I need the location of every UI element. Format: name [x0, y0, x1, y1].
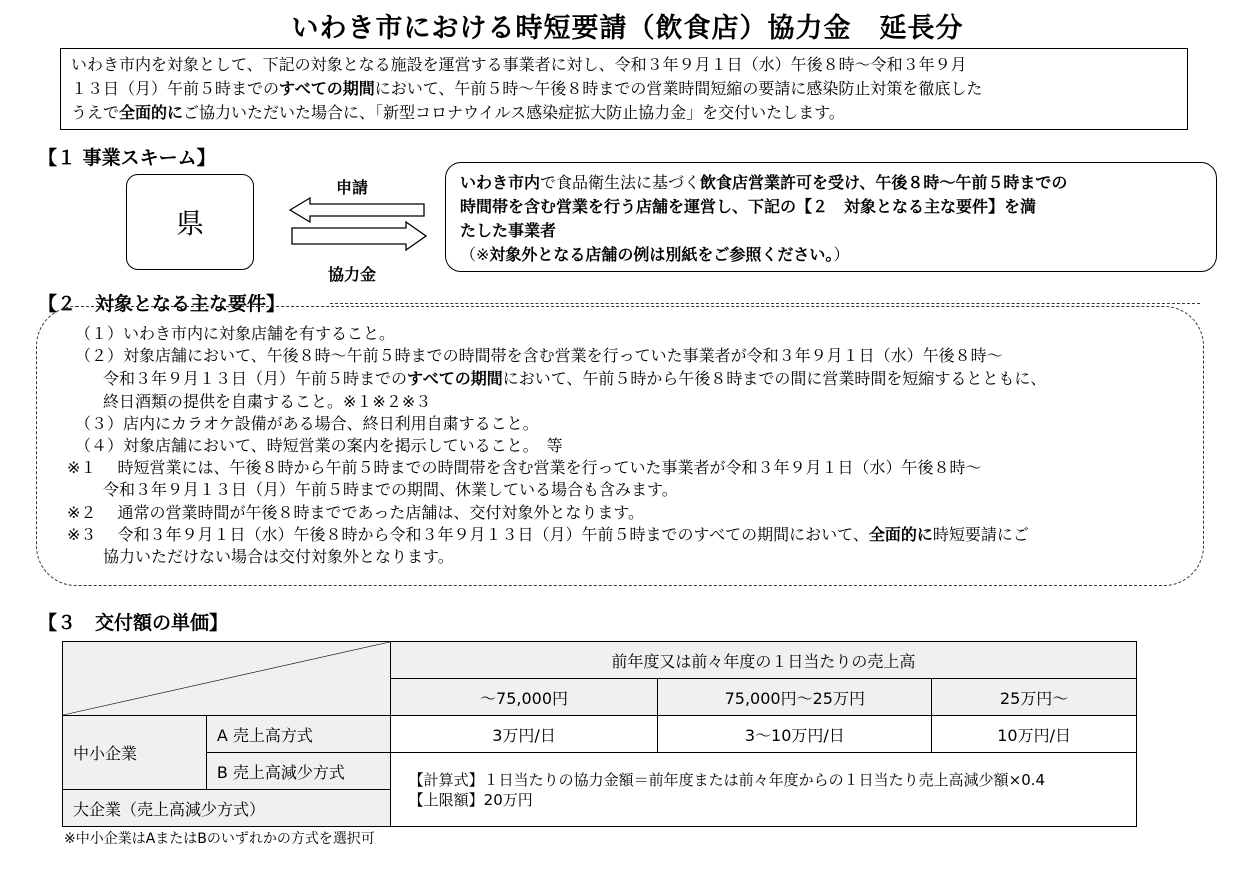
intro-text: において、午前５時～午後８時までの営業時間短縮の要請に感染防止対策を徹底した [374, 79, 983, 98]
sales-header: 前年度又は前々年度の１日当たりの売上高 [390, 642, 1136, 679]
formula-cell [390, 753, 1136, 827]
note-1-cont: 令和３年９月１３日（月）午前５時までの期間、休業している場合も含みます。 [103, 480, 678, 499]
eligible-business-box [445, 162, 1217, 272]
requirement-2-cont: 終日酒類の提供を自粛すること。※１※２※３ [103, 392, 432, 411]
cap-text: 【上限額】20万円 [408, 790, 533, 809]
scheme-text: ） [833, 245, 850, 264]
intro-emphasis: すべての期間 [279, 79, 375, 98]
intro-line-3 [71, 101, 1177, 125]
page-title: いわき市における時短要請（飲食店）協力金 延長分 [291, 13, 964, 44]
note-3-cont: 協力いただけない場合は交付対象外となります。 [103, 547, 454, 566]
table-cell: 3万円/日 [390, 716, 658, 753]
grant-label: 協力金 [328, 265, 377, 284]
intro-emphasis: 全面的に [119, 103, 184, 122]
prefecture-box: 県 [126, 174, 254, 270]
scheme-emphasis: 対象外となる店舗の例は別紙をご参照ください。 [489, 245, 834, 264]
scheme-line-1 [460, 171, 1202, 195]
scheme-line-4 [460, 243, 1202, 267]
grant-amount-table [62, 641, 1137, 827]
apply-label: 申請 [336, 178, 369, 197]
requirement-3: （３）店内にカラオケ設備がある場合、終日利用自粛すること。 [75, 414, 539, 433]
requirement-2-cont [103, 368, 1046, 390]
footnote: ※中小企業はAまたはBのいずれかの方式を選択可 [64, 831, 375, 847]
note-2: ※２ 通常の営業時間が午後８時までであった店舗は、交付対象外となります。 [67, 503, 645, 522]
flow-arrows [288, 196, 428, 256]
method-b-label: B 売上高減少方式 [206, 753, 390, 790]
diagonal-line [63, 642, 390, 715]
scheme-line-2 [460, 195, 1202, 219]
row-header-sme: 中小企業 [63, 716, 207, 790]
requirement-4: （４）対象店舗において、時短営業の案内を掲示していること。 等 [75, 436, 563, 455]
column-header: 75,000円～25万円 [658, 679, 932, 716]
intro-text: １３日（月）午前５時までの [71, 79, 280, 98]
column-header: 25万円～ [932, 679, 1137, 716]
left-arrow-icon [290, 198, 424, 222]
intro-line-1: いわき市内を対象として、下記の対象となる施設を運営する事業者に対し、令和３年９月１日（水）午後８時～令和３年９月 [71, 55, 967, 74]
req-text: 時短要請にご [932, 525, 1029, 544]
scheme-text: （※ [460, 245, 490, 264]
note-1: ※１ 時短営業には、午後８時から午前５時までの時間帯を含む営業を行っていた事業者が令和３年９月１日（水）午後８時～ [67, 458, 982, 477]
scheme-text: で食品衛生法に基づく [540, 173, 701, 192]
req-text: において、午前５時から午後８時までの間に営業時間を短縮するとともに、 [502, 369, 1047, 388]
intro-text: ご協力いただいた場合に、「新型コロナウイルス感染症拡大防止協力金」を交付いたします。 [183, 103, 845, 122]
section-1-heading: 【１ 事業スキーム】 [38, 147, 216, 169]
table-cell: 3～10万円/日 [658, 716, 932, 753]
scheme-emphasis: 飲食店営業許可を受け、午後８時～午前５時までの [700, 173, 1068, 192]
requirements-box [36, 306, 1204, 586]
req-emphasis: すべての期間 [407, 369, 503, 388]
scheme-emphasis: いわき市内 [460, 173, 541, 192]
scheme-line-3 [460, 219, 1202, 243]
row-header-large: 大企業（売上高減少方式） [63, 790, 391, 827]
scheme-emphasis: たした事業者 [460, 221, 557, 240]
right-arrow-icon [292, 222, 426, 250]
intro-text: うえで [71, 103, 120, 122]
column-header: ～75,000円 [390, 679, 658, 716]
corner-cell [63, 642, 391, 716]
heading-divider [330, 303, 1200, 304]
scheme-emphasis: 時間帯を含む営業を行う店舗を運営し、下記の【２ 対象となる主な要件】を満 [460, 197, 1037, 216]
requirement-2: （２）対象店舗において、午後８時～午前５時までの時間帯を含む営業を行っていた事業者が令和３年９月１日（水）午後８時～ [75, 346, 1003, 365]
req-emphasis: 全面的に [868, 525, 933, 544]
intro-line-2 [71, 77, 1177, 101]
section-3-heading: 【３ 交付額の単価】 [38, 612, 229, 634]
table-cell: 10万円/日 [932, 716, 1137, 753]
formula-text: 【計算式】１日当たりの協力金額＝前年度または前々年度からの１日当たり売上高減少額×0.4 [408, 770, 1046, 789]
method-a-label: A 売上高方式 [206, 716, 390, 753]
req-text: ※３ 令和３年９月１日（水）午後８時から令和３年９月１３日（月）午前５時までのすべての期間において、 [67, 525, 869, 544]
requirement-1: （１）いわき市内に対象店舗を有すること。 [75, 324, 396, 343]
req-text: 令和３年９月１３日（月）午前５時までの [103, 369, 408, 388]
section-2-heading: 【２ 対象となる主な要件】 [38, 293, 286, 315]
note-3 [67, 524, 1029, 546]
intro-box [60, 48, 1188, 130]
